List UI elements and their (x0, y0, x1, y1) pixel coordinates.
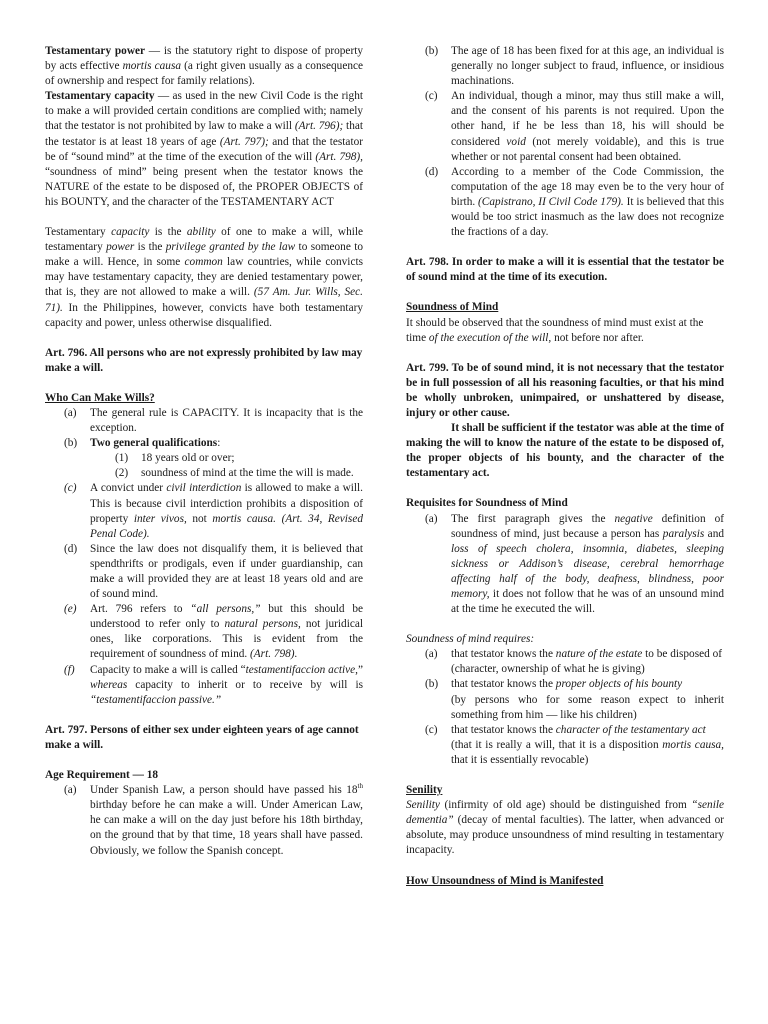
list-item: (a) The first paragraph gives the negative definition of soundness of mind, just because a person has paralysis and loss of speech cholera, insomnia, diabetes, sleeping sickness or Addison’s disease, cerebral hemorrhage affecting half of the body, deafness, blindness, poor memory, it does not follow that he was of an unsound mind at the time he executed the will. (425, 512, 724, 616)
list-item: (c) that testator knows the character of the testamentary act (that it is really a will, that it is a disposition mortis causa, that it is essentially revocable) (425, 723, 724, 766)
paragraph-testamentary-capacity: Testamentary capacity — as used in the new Civil Code is the right to make a will provided certain conditions are complied with; namely that the testator is not prohibited by law to make a will (Art. 796); that the testator is at least 18 years of age (Art. 797); and that the testator be of “sound mind” at the time of the execution of the will (Art. 798), “soundness of mind” being present when the testator knows the NATURE of the estate to be disposed of, the PROPER OBJECTS of his BOUNTY, and the character of the TESTAMENTARY ACT (45, 90, 363, 208)
list-item: (d) According to a member of the Code Commission, the computation of the age 18 may even be to the very hour of birth. (Capistrano, II Civil Code 179). It is believed that this would be too strict inasmuch as the law does not recognize the fractions of a day. (425, 165, 724, 239)
paragraph-senility: Senility (infirmity of old age) should be distinguished from “senile dementia” (decay of mental faculties). The latter, when advanced or absolute, may produce unsoundness of mind resulting in testamentary incapacity. (406, 799, 724, 857)
list-item: (c) A convict under civil interdiction is allowed to make a will. This is because civil interdiction prohibits a disposition of property inter vivos, not mortis causa. (Art. 34, Revised Penal Code). (64, 482, 363, 540)
heading-who-can-make-wills: Who Can Make Wills? (45, 391, 155, 404)
list-item: (b) Two general qualifications: (64, 437, 221, 450)
list-subitem: (1) 18 years old or over; (115, 452, 235, 465)
list-item: (a) that testator knows the nature of the estate to be disposed of (character, ownership of what he is giving) (425, 648, 722, 676)
list-item: (b) that testator knows the proper objects of his bounty (by persons who for some reason expect to inherit something from him — like his children) (425, 678, 724, 721)
right-column (406, 44, 724, 889)
heading-age-requirement: Age Requirement — 18 (45, 769, 159, 782)
heading-how-unsoundness-manifested: How Unsoundness of Mind is Manifested (406, 874, 604, 887)
article-796: Art. 796. All persons who are not expressly prohibited by law may make a will. (45, 346, 363, 374)
list-item: (d) Since the law does not disqualify them, it is believed that spendthrifts or prodigals, even if under guardianship, can make a will provided they are at least 18 years old and are of sound mind. (64, 542, 363, 601)
article-799: Art. 799. To be of sound mind, it is not necessary that the testator be in full possession of all his reasoning faculties, or that his mind be wholly unbroken, unimpaired, or unshattered by disease, injury or other cause. (406, 361, 724, 419)
list-item: (f) Capacity to make a will is called “testamentifaccion active,” whereas capacity to inherit or to receive by will is “testamentifaccion passive.” (64, 663, 363, 706)
paragraph-soundness-time: It should be observed that the soundness of mind must exist at the time of the execution of the will, not before nor after. (406, 316, 704, 344)
list-item: (e) Art. 796 refers to “all persons,” but this should be understood to refer only to natural persons, not juridical ones, like corporations. This is evident from the requirement of soundness of mind. (Art. 798). (64, 603, 363, 661)
list-item: (c) An individual, though a minor, may thus still make a will, and the consent of his parents is not required. Upon the other hand, if he be less than 18, his will should be considered void (not merely voidable), and this is true whether or not parental consent had been obtained. (425, 90, 724, 163)
left-column (45, 44, 363, 859)
article-797: Art. 797. Persons of either sex under eighteen years of age cannot make a will. (45, 723, 359, 751)
paragraph-testamentary-power: Testamentary power — is the statutory right to dispose of property by acts effective mortis causa (a right given usually as a consequence of ownership and respect for family relations). (45, 45, 364, 88)
heading-soundness-of-mind: Soundness of Mind (406, 301, 499, 314)
heading-soundness-requires: Soundness of mind requires: (406, 633, 535, 646)
article-799-second-paragraph: It shall be sufficient if the testator was able at the time of making the will to know the nature of the estate to be disposed of, the proper objects of his bounty, and the character of the testamentary act. (406, 422, 724, 480)
heading-senility: Senility (406, 784, 443, 797)
list-subitem: (2) soundness of mind at the time the will is made. (115, 467, 354, 480)
article-798: Art. 798. In order to make a will it is essential that the testator be of sound mind at the time of its execution. (406, 256, 724, 284)
paragraph-capacity-vs-power: Testamentary capacity is the ability of one to make a will, while testamentary power is the privilege granted by the law to someone to make a will. Hence, in some common law countries, while convicts may have testamentary capacity, they are denied testamentary power, that is, they are not allowed to make a will. (57 Am. Jur. Wills, Sec. 71). In the Philippines, however, convicts have both testamentary capacity and power, unless otherwise disqualified. (45, 226, 364, 329)
list-item: (b) The age of 18 has been fixed for at this age, an individual is generally no longer subject to fraud, influence, or insidious machinations. (425, 45, 724, 88)
list-item: (a) The general rule is CAPACITY. It is incapacity that is the exception. (64, 406, 363, 435)
list-item: (a) Under Spanish Law, a person should have passed his 18th birthday before he can make a will. Under American Law, he can make a will on the day just before his 18th birthday, on the ground that by that time, 18 years shall have passed. Obviously, we follow the Spanish concept. (64, 782, 363, 857)
heading-requisites: Requisites for Soundness of Mind (406, 497, 568, 510)
